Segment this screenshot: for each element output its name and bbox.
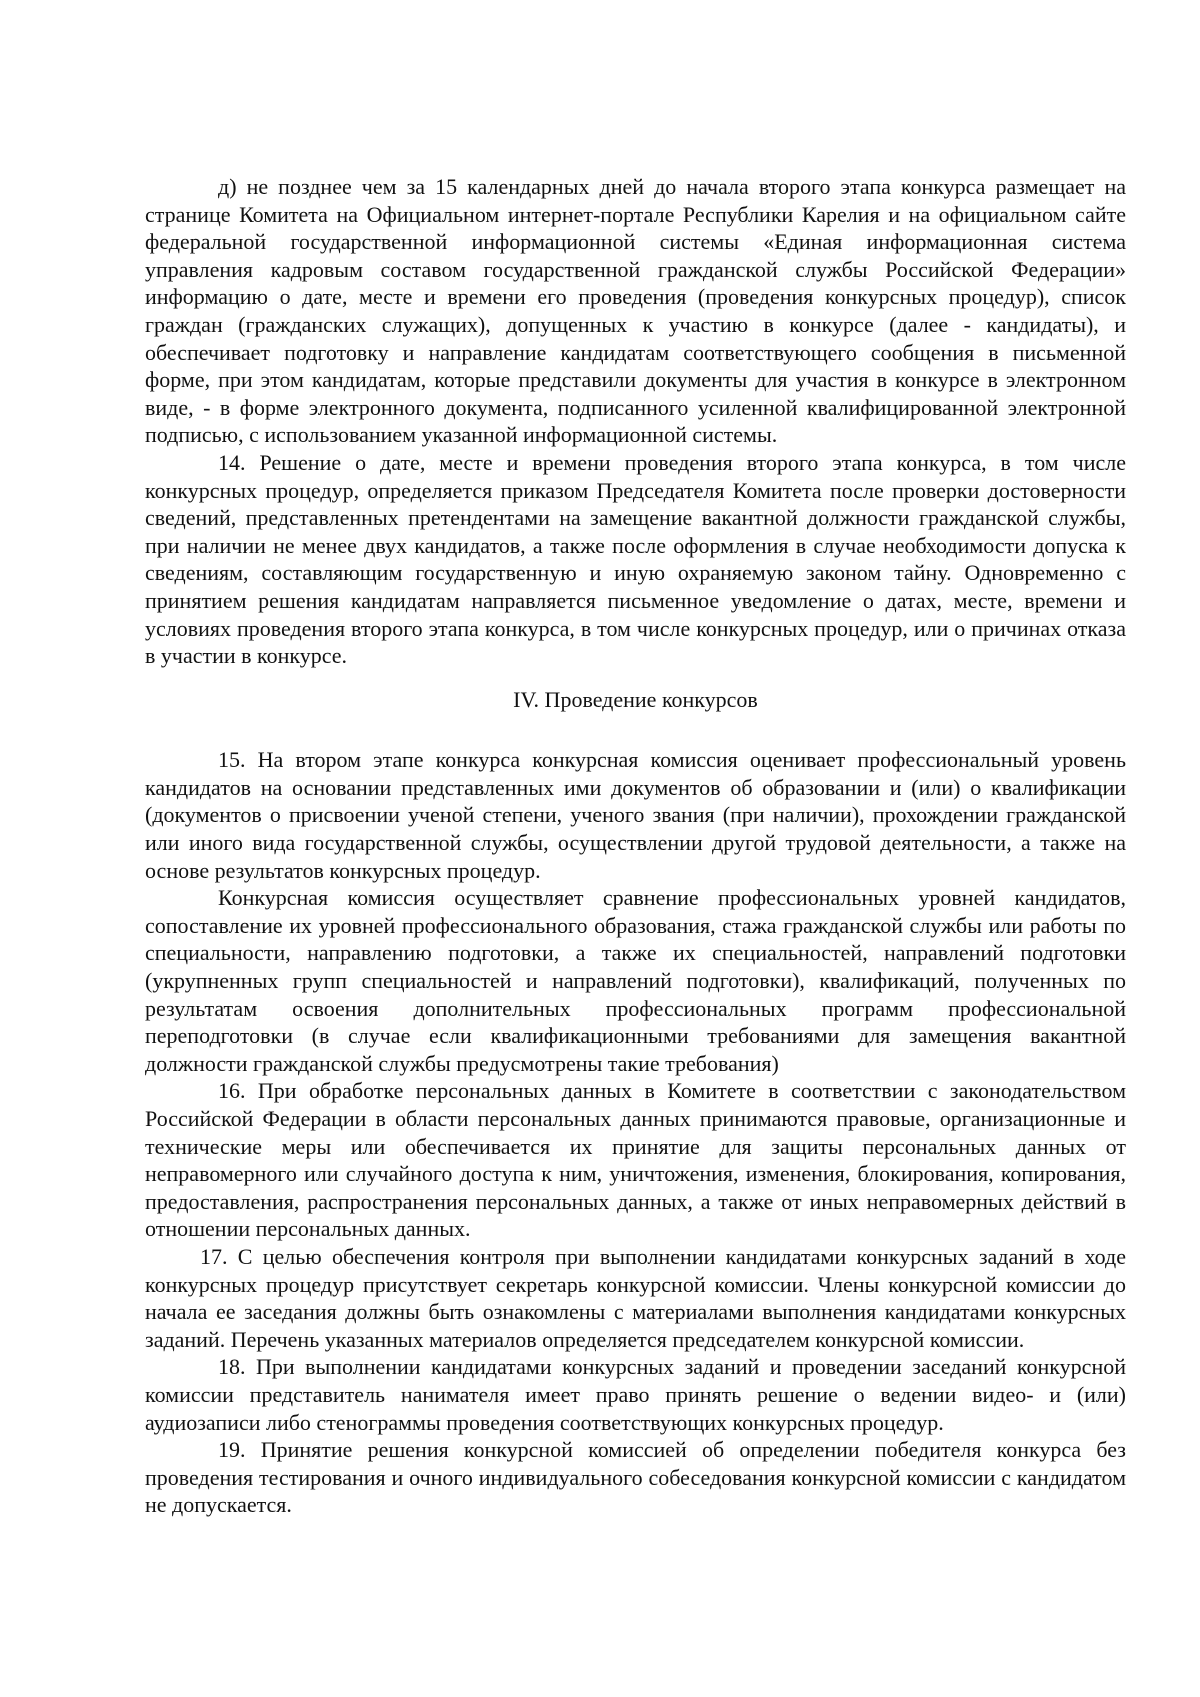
- paragraph-15: 15. На втором этапе конкурса конкурсная комиссия оценивает профессиональный уровень кандидатов на основании представленных ими документов об образовании и (или) о квалификации (документов о присвоении ученой степени, ученого звания (при наличии), прохождении гражданской или иного вида государственной службы, осуществлении другой трудовой деятельности, а также на основе результатов конкурсных процедур.: [145, 747, 1126, 883]
- paragraph-17: 17. С целью обеспечения контроля при выполнении кандидатами конкурсных заданий в ходе конкурсных процедур присутствует секретарь конкурсной комиссии. Члены конкурсной комиссии до начала ее заседания должны быть ознакомлены с материалами выполнения кандидатами конкурсных заданий. Перечень указанных материалов определяется председателем конкурсной комиссии.: [145, 1243, 1126, 1352]
- paragraph-d-publication: д) не позднее чем за 15 календарных дней до начала второго этапа конкурса размещает на странице Комитета на Официальном интернет-портале Республики Карелия и на официальном сайте федеральной государственной информационной системы «Единая информационная система управления кадровым составом государственной гражданской службы Российской Федерации» информацию о дате, месте и времени его проведения (проведения конкурсных процедур), список граждан (гражданских служащих), допущенных к участию в конкурсе (далее - кандидаты), и обеспечивает подготовку и направление кандидатам соответствующего сообщения в письменной форме, при этом кандидатам, которые представили документы для участия в конкурсе в электронном виде, - в форме электронного документа, подписанного усиленной квалифицированной электронной подписью, с использованием указанной информационной системы.: [145, 174, 1126, 448]
- document-page: [145, 173, 1126, 1519]
- paragraph-14: 14. Решение о дате, месте и времени проведения второго этапа конкурса, в том числе конкурсных процедур, определяется приказом Председателя Комитета после проверки достоверности сведений, представленных претендентами на замещение вакантной должности гражданской службы, при наличии не менее двух кандидатов, а также после оформления в случае необходимости допуска к сведениям, составляющим государственную и иную охраняемую законом тайну. Одновременно с принятием решения кандидатам направляется письменное уведомление о датах, месте, времени и условиях проведения второго этапа конкурса, в том числе конкурсных процедур, или о причинах отказа в участии в конкурсе.: [145, 449, 1126, 669]
- paragraph-commission-comparison: Конкурсная комиссия осуществляет сравнение профессиональных уровней кандидатов, сопоставление их уровней профессионального образования, стажа гражданской службы или работы по специальности, направлению подготовки, а также их специальностей, направлений подготовки (укрупненных групп специальностей и направлений подготовки), квалификаций, полученных по результатам освоения дополнительных профессиональных программ профессиональной переподготовки (в случае если квалификационными требованиями для замещения вакантной должности гражданской службы предусмотрены такие требования): [145, 885, 1126, 1076]
- paragraph-19: 19. Принятие решения конкурсной комиссией об определении победителя конкурса без проведения тестирования и очного индивидуального собеседования конкурсной комиссии с кандидатом не допускается.: [145, 1437, 1126, 1518]
- paragraph-18: 18. При выполнении кандидатами конкурсных заданий и проведении заседаний конкурсной комиссии представитель нанимателя имеет право принять решение о ведении видео- и (или) аудиозаписи либо стенограммы проведения соответствующих конкурсных процедур.: [145, 1354, 1126, 1435]
- paragraph-16: 16. При обработке персональных данных в Комитете в соответствии с законодательством Российской Федерации в области персональных данных принимаются правовые, организационные и технические меры или обеспечивается их принятие для защиты персональных данных от неправомерного или случайного доступа к ним, уничтожения, изменения, блокирования, копирования, предоставления, распространения персональных данных, а также от иных неправомерных действий в отношении персональных данных.: [145, 1078, 1126, 1242]
- section-heading: IV. Проведение конкурсов: [513, 686, 758, 712]
